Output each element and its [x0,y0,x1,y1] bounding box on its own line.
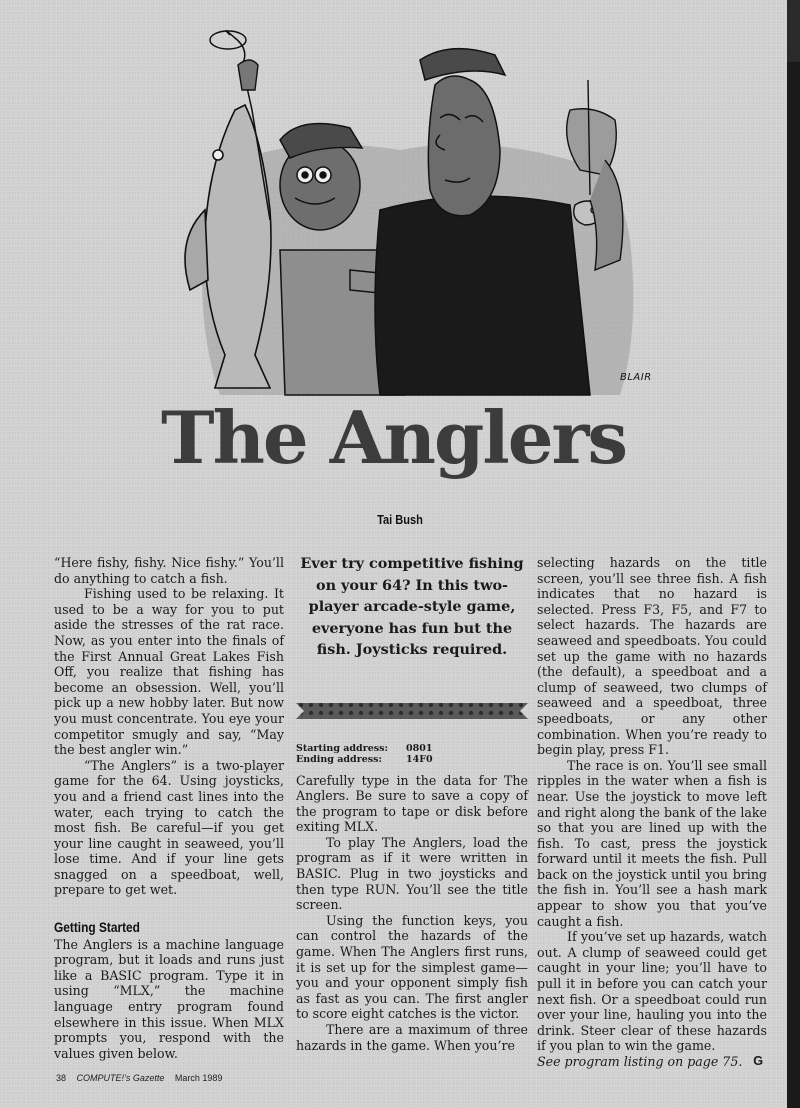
man-figure [375,49,590,395]
paragraph: To play The Anglers, load the program as if it were written in BASIC. Plug in two joysticks and then type RUN. You’ll see the title screen. [296,834,528,913]
paragraph: If you’ve set up hazards, watch out. A clump of seaweed could get caught in your line; you’ll have to pull it in before you can catch your next fish. Or a speedboat could run over your line, hauling you into the drink. Steer clear of these hazards if you plan to win the game. [537,929,767,1054]
paragraph: Carefully type in the data for The Anglers. Be sure to save a copy of the program to tape or disk before exiting MLX. [296,772,528,835]
see-listing-line [537,1054,767,1070]
column-1 [54,555,284,1061]
page-number: 38 [56,1073,67,1083]
paragraph: Using the function keys, you can control the hazards of the game. When The Anglers first runs, it is set up for the simplest game—you and your opponent simply fish as fast as you can. The first angler to score eight catches is the victor. [296,912,528,1022]
article-title: The Anglers [161,395,626,480]
column-3 [537,555,767,1070]
paragraph: selecting hazards on the title screen, you’ll see three fish. A fish indicates that no hazard is selected. Press F3, F5, and F7 to select hazards. The hazards are seaweed and speedboats. You could set up the game with no hazards (the default), a speedboat and a clump of seaweed, two clumps of seaweed and a speedboat, three speedboats, or any other combination. When you’re ready to begin play, press F1. [537,555,767,758]
illustrator-signature: BLAIR [620,372,652,383]
article-deck: Ever try competitive fishing on your 64? In this two-player arcade-style game, everyone has fun but the fish. Joysticks required. [300,555,524,658]
address-label: Starting address: [296,742,388,754]
paragraph: Fishing used to be relaxing. It used to be a way for you to put aside the stresses of the rat race. Now, as you enter into the finals of the First Annual Great Lakes Fish Off, you realize that fishing has become an obsession. Well, you’ll pick up a new hobby later. But now you must concentrate. You eye your competitor smugly and say, “May the best angler win.” [54,586,284,758]
address-value: 0801 [406,742,433,754]
paragraph: There are a maximum of three hazards in the game. When you’re [296,1022,528,1053]
column-2-body [296,773,528,1054]
address-value: 14F0 [406,753,433,765]
paragraph: “Here fishy, fishy. Nice fishy.” You’ll do anything to catch a fish. [54,555,284,586]
paragraph: “The Anglers” is a two-player game for the 64. Using joysticks, you and a friend cast lines into the water, each trying to catch the most fish. Be careful—if you get your line caught in seaweed, you’ll lose time. And if your line gets snagged on a speedboat, well, prepare to get wet. [54,757,284,898]
address-label: Ending address: [296,753,382,765]
issue-date: March 1989 [174,1073,223,1083]
end-mark-icon: G [753,1054,763,1068]
paragraph: The Anglers is a machine language program, but it loads and runs just like a BASIC program. Type it in using “MLX,” the machine language entry program found elsewhere in this issue. When MLX prompts you, respond with the values given below. [54,936,284,1061]
address-block [296,743,528,765]
article-byline: Tai Bush [377,512,423,527]
paragraph: The race is on. You’ll see small ripples in the water when a fish is near. Use the joystick to move left and right along the bank of the lake so that you are lined up with the fish. To cast, press the joystick forward until it meets the fish. Pull back on the joystick until you bring the fish in. You’ll see a hash mark appear to show you that you’ve caught a fish. [537,757,767,929]
see-program-listing: See program listing on page 75. [537,1054,743,1069]
page-edge-shadow [787,0,800,62]
page-footer [56,1073,230,1083]
banner-ribbon-icon [296,701,528,721]
magazine-name: COMPUTE!’s Gazette [76,1073,165,1083]
decorative-banner [296,701,528,721]
column-2 [296,553,528,1053]
fishing-cartoon-illustration [150,10,650,400]
section-heading-getting-started: Getting Started [54,919,140,936]
address-row-start [296,743,528,754]
address-row-end [296,754,528,765]
